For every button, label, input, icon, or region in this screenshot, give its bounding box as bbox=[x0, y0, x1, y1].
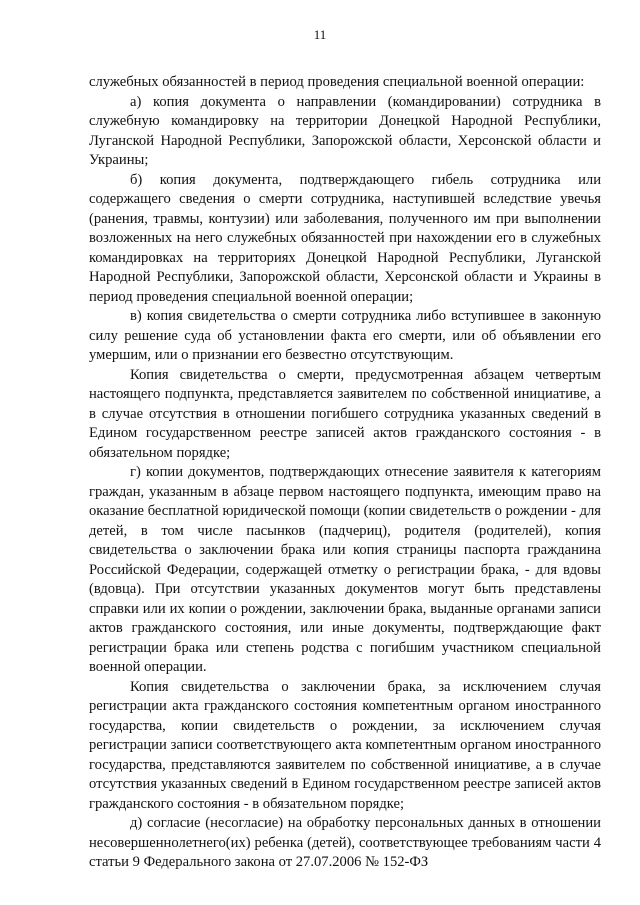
paragraph-death-certificate-note: Копия свидетельства о смерти, предусмотренная абзацем четвертым настоящего подпункта, представляется заявителем по собственной инициативе, а в случае отсутствия в отношении погибшего сотрудника указанных сведений в Едином государственном реестре записей актов гражданского состояния - в обязательном порядке; bbox=[89, 366, 601, 461]
paragraph-continuation: служебных обязанностей в период проведения специальной военной операции: bbox=[89, 74, 585, 90]
page-number: 11 bbox=[313, 27, 327, 42]
paragraph-marriage-certificate-note: Копия свидетельства о заключении брака, за исключением случая регистрации акта гражданского состояния компетентным органом иностранного государства, копии свидетельств о рождении, за исключением случая регистрации записи соответствующего акта компетентным органом иностранного государства, представляются заявителем по собственной инициативе, а в случае отсутствия указанных сведений в Едином государственном реестре записей актов гражданского состояния - в обязательном порядке; bbox=[89, 678, 601, 812]
paragraph-item-g: г) копии документов, подтверждающих отнесение заявителя к категориям граждан, указанным в абзаце первом настоящего подпункта, имеющим право на оказание бесплатной юридической помощи (копии свидетельств о рождении - для детей, в том числе пасынков (падчериц), родителя (родителей), копия свидетельства о заключении брака или копия страницы паспорта гражданина Российской Федерации, содержащей отметку о регистрации брака, - для вдовы (вдовца). При отсутствии указанных документов могут быть представлены справки или их копии о рождении, заключении брака, выданные органами записи актов гражданского состояния, или иные документы, подтверждающие факт регистрации брака или степень родства с погибшим участником специальной военной операции. bbox=[89, 464, 601, 675]
paragraph-item-b: б) копия документа, подтверждающего гибель сотрудника или содержащего сведения о смерти сотрудника, наступившей вследствие увечья (ранения, травмы, контузии) или заболевания, полученного им при выполнении возложенных на него служебных обязанностей при нахождении его в служебных командировках на территориях Донецкой Народной Республики, Луганской Народной Республики, Запорожской области, Херсонской области и Украины в период проведения специальной военной операции; bbox=[89, 171, 601, 305]
paragraph-item-d: д) согласие (несогласие) на обработку персональных данных в отношении несовершеннолетнего(их) ребенка (детей), соответствующее требованиям части 4 статьи 9 Федерального закона от 27.07.2006 № 152-ФЗ bbox=[89, 815, 601, 870]
paragraph-item-v: в) копия свидетельства о смерти сотрудника либо вступившее в законную силу решение суда об установлении факта его смерти, или об объявлении его умершим, или о признании его безвестно отсутствующим. bbox=[89, 308, 601, 363]
paragraph-item-a: а) копия документа о направлении (командировании) сотрудника в служебную командировку на территории Донецкой Народной Республики, Луганской Народной Республики, Запорожской области, Херсонской области и Украины; bbox=[89, 93, 601, 168]
document-body bbox=[89, 73, 601, 873]
